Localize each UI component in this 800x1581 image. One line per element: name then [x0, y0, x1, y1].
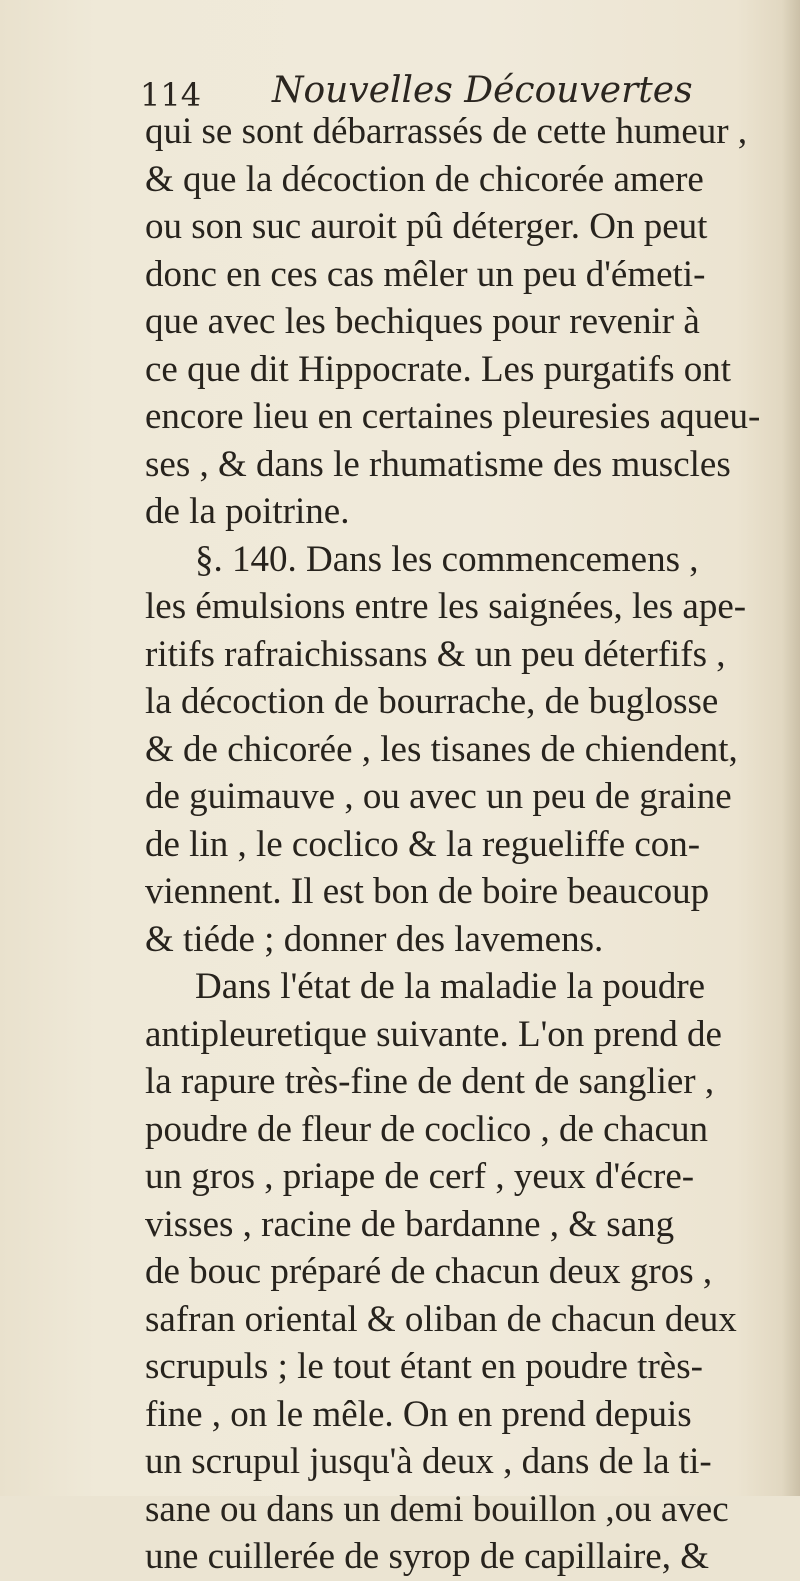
text-line: les émulsions entre les saignées, les ape-: [145, 586, 747, 627]
running-title: Nouvelles Découvertes: [272, 70, 693, 111]
text-line: qui se sont débarrassés de cette humeur ,: [145, 111, 748, 152]
text-line: ou son suc auroit pû déterger. On peut: [145, 206, 708, 247]
text-line: fine , on le mêle. On en prend depuis: [145, 1393, 692, 1435]
text-line: un scrupul jusqu'à deux , dans de la ti-: [145, 1441, 712, 1482]
text-line: & tiéde ; donner des lavemens.: [145, 918, 604, 960]
text-line: scrupuls ; le tout étant en poudre très-: [145, 1346, 703, 1387]
text-line: un gros , priape de cerf , yeux d'écre-: [145, 1156, 695, 1197]
text-line: poudre de fleur de coclico , de chacun: [145, 1108, 708, 1150]
text-line: encore lieu en certaines pleuresies aqueu-: [145, 396, 761, 437]
text-line: & que la décoction de chicorée amere: [145, 158, 704, 200]
text-line: de guimauve , ou avec un peu de graine: [145, 776, 732, 817]
section-heading-line: §. 140. Dans les commencemens ,: [195, 538, 699, 580]
text-line: la rapure très-fine de dent de sanglier ,: [145, 1061, 715, 1102]
page-number: 114: [140, 76, 202, 114]
text-line: de la poitrine.: [145, 491, 350, 532]
body-text: [145, 108, 785, 1581]
text-line: de lin , le coclico & la regueliffe con-: [145, 823, 701, 865]
text-line: ritifs rafraichissans & un peu déterfifs ,: [145, 633, 726, 675]
text-line: que avec les bechiques pour revenir à: [145, 301, 700, 342]
text-line: de bouc préparé de chacun deux gros ,: [145, 1251, 713, 1292]
text-line: une cuillerée de syrop de capillaire, &: [145, 1536, 709, 1577]
text-line: la décoction de bourrache, de buglosse: [145, 681, 719, 722]
text-line: ses , & dans le rhumatisme des muscles: [145, 443, 731, 485]
text-line: donc en ces cas mêler un peu d'émeti-: [145, 253, 706, 295]
text-line: antipleuretique suivante. L'on prend de: [145, 1013, 722, 1055]
text-line: ce que dit Hippocrate. Les purgatifs ont: [145, 348, 732, 390]
text-line: & de chicorée , les tisanes de chiendent,: [145, 728, 738, 770]
text-line: safran oriental & oliban de chacun deux: [145, 1298, 737, 1340]
text-line: sane ou dans un demi bouillon ,ou avec: [145, 1488, 729, 1530]
text-line: viennent. Il est bon de boire beaucoup: [145, 871, 710, 912]
text-line: visses , racine de bardanne , & sang: [145, 1203, 675, 1245]
paragraph-start-line: Dans l'état de la maladie la poudre: [195, 966, 706, 1007]
